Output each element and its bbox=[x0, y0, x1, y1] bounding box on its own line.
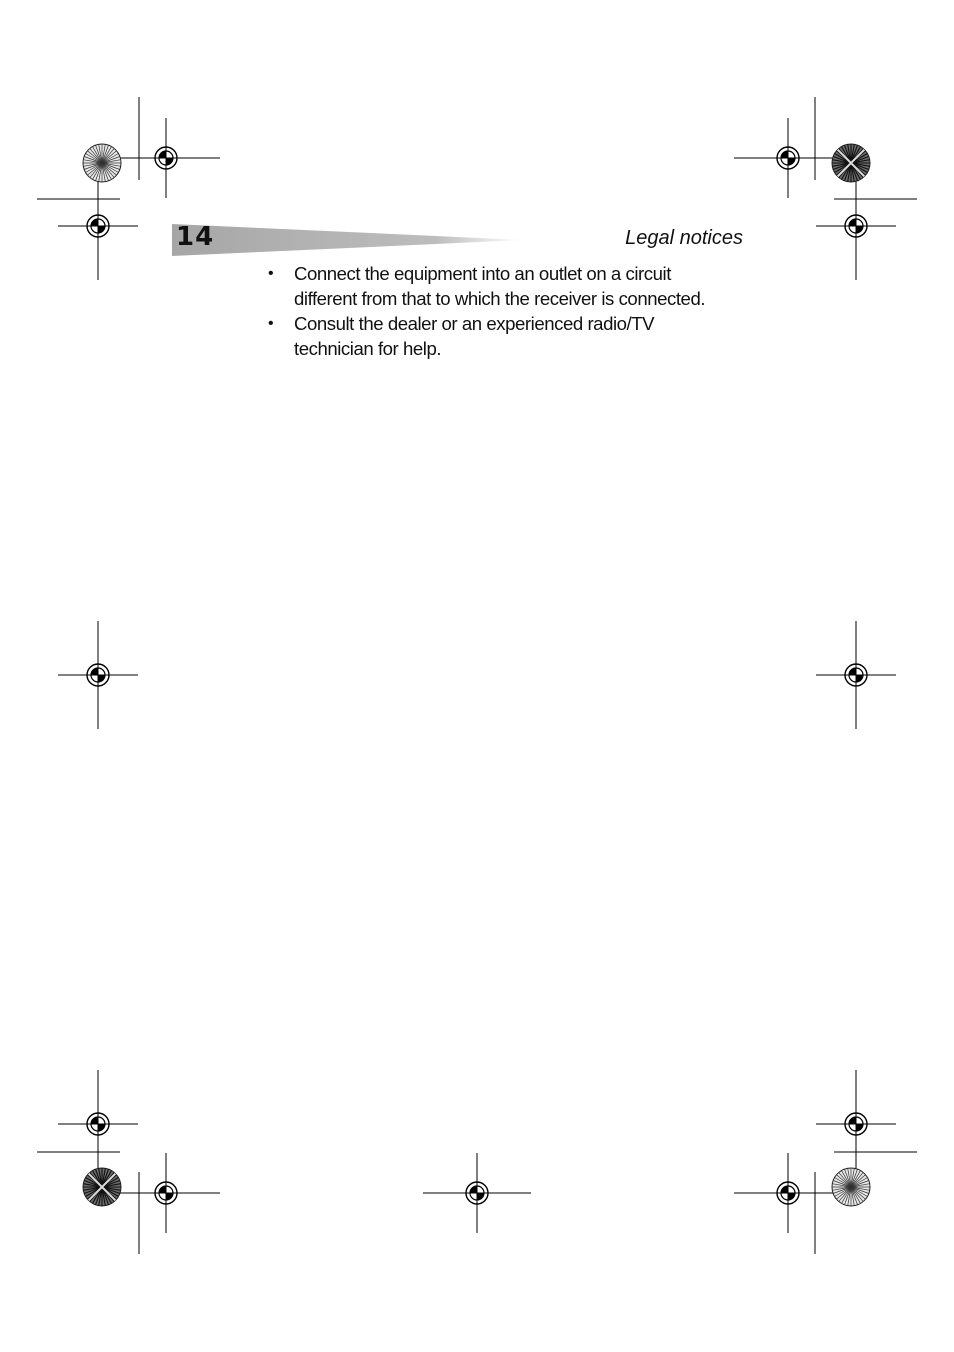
section-title: Legal notices bbox=[625, 227, 743, 249]
registration-crosshair-icon bbox=[112, 1153, 220, 1233]
bullet-item bbox=[268, 261, 738, 311]
registration-crosshair-icon bbox=[423, 1153, 531, 1233]
bullet-icon: • bbox=[268, 265, 274, 282]
bullet-text: Consult the dealer or an experienced radio/TV technician for help. bbox=[294, 313, 655, 359]
starburst-target-icon bbox=[83, 1168, 121, 1206]
registration-crosshair-icon bbox=[112, 118, 220, 198]
registration-crosshair-icon bbox=[734, 1153, 842, 1233]
registration-crosshair-icon bbox=[816, 621, 896, 729]
registration-crosshair-icon bbox=[58, 621, 138, 729]
starburst-target-icon bbox=[83, 144, 121, 182]
registration-crosshair-icon bbox=[58, 172, 138, 280]
registration-crosshair-icon bbox=[816, 1070, 896, 1178]
registration-crosshair-icon bbox=[734, 118, 842, 198]
bullet-icon: • bbox=[268, 315, 274, 332]
bullet-list bbox=[268, 261, 738, 361]
registration-crosshair-icon bbox=[58, 1070, 138, 1178]
registration-crosshair-icon bbox=[816, 172, 896, 280]
header-band bbox=[172, 224, 524, 256]
bullet-text: Connect the equipment into an outlet on a circuit different from that to which the receiver is connected. bbox=[294, 263, 706, 309]
starburst-target-icon bbox=[832, 144, 870, 182]
starburst-target-icon bbox=[832, 1168, 870, 1206]
page-number: 14 bbox=[176, 222, 215, 252]
bullet-item bbox=[268, 311, 738, 361]
